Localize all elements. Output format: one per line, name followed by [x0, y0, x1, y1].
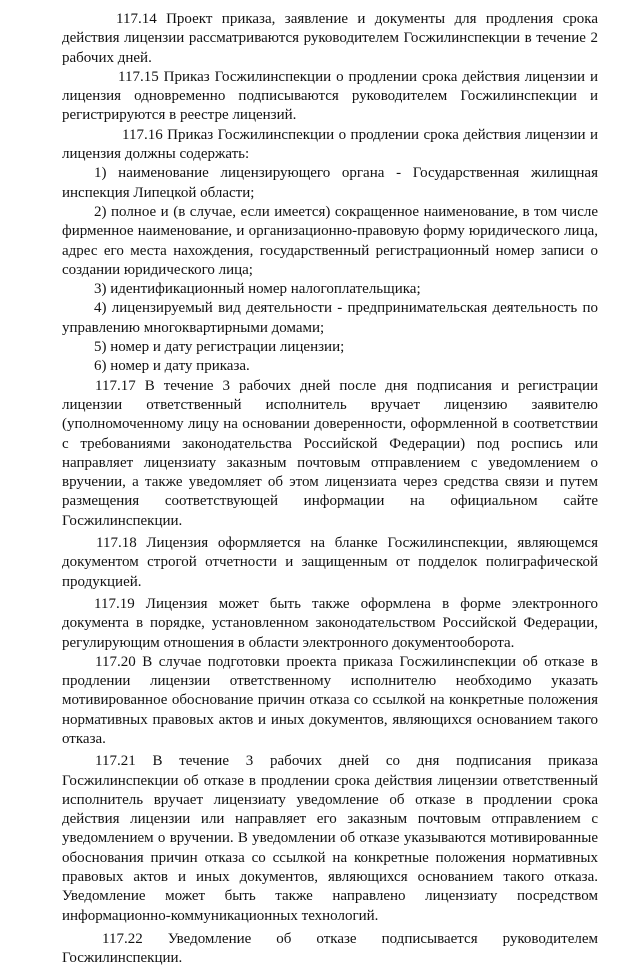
paragraph-117-18: 117.18 Лицензия оформляется на бланке Госжилинспекции, являющемся документом строгой отчетности и защищенным от подделок полиграфической продукцией. [62, 535, 598, 590]
paragraph-117-20: 117.20 В случае подготовки проекта приказа Госжилинспекции об отказе в продлении лицензии ответственному исполнителю необходимо указать мотивированное обоснование причин отказа со ссылкой на конкретные положения нормативных правовых актов и иных документов, являющихся основанием такого отказа. [62, 653, 598, 747]
document-page [62, 10, 598, 969]
list-item-4: 4) лицензируемый вид деятельности - предпринимательская деятельность по управлению многоквартирными домами; [62, 300, 598, 336]
paragraph-117-17: 117.17 В течение 3 рабочих дней после дня подписания и регистрации лицензии ответственный исполнитель вручает лицензию заявителю (уполномоченному лицу на основании доверенности, оформленной в соответствии с требованиями законодательства Российской Федерации) под роспись или направляет лицензиату заказным почтовым отправлением с уведомлением о вручении, а также уведомляет об этом лицензиата через средства связи и путем размещения соответствующей информации на официальном сайте Госжилинспекции. [62, 377, 598, 529]
list-item-6: 6) номер и дату приказа. [94, 358, 250, 375]
paragraph-117-22: 117.22 Уведомление об отказе подписывается руководителем Госжилинспекции. [62, 930, 598, 967]
paragraph-117-19: 117.19 Лицензия может быть также оформлена в форме электронного документа в порядке, установленном законодательством Российской Федерации, регулирующим отношения в области электронного документооборота. [62, 595, 598, 651]
list-item-1: 1) наименование лицензирующего органа - Государственная жилищная инспекция Липецкой области; [62, 165, 598, 201]
list-item-2: 2) полное и (в случае, если имеется) сокращенное наименование, в том числе фирменное наименование, и организационно-правовую форму юридического лица, адрес его места нахождения, государственный регистрационный номер записи о создании юридического лица; [62, 203, 598, 278]
list-item-5: 5) номер и дату регистрации лицензии; [94, 339, 345, 356]
paragraph-117-14: 117.14 Проект приказа, заявление и документы для продления срока действия лицензии рассматриваются руководителем Госжилинспекции в течение 2 рабочих дней. [62, 11, 598, 66]
paragraph-117-21: 117.21 В течение 3 рабочих дней со дня подписания приказа Госжилинспекции об отказе в продлении срока действия лицензии ответственный исполнитель вручает лицензиату уведомление об отказе в продлении срока действия лицензии или направляет его заказным почтовым отправлением с уведомлением о вручении. В уведомлении об отказе указываются мотивированные обоснования причин отказа со ссылкой на конкретные положения нормативных правовых актов и иных документов, являющихся основанием такого отказа. Уведомление может быть также направлено лицензиату посредством информационно-коммуникационных технологий. [62, 753, 598, 924]
paragraph-117-16: 117.16 Приказ Госжилинспекции о продлении срока действия лицензии и лицензия должны содержать: [62, 126, 598, 163]
paragraph-117-15: 117.15 Приказ Госжилинспекции о продлении срока действия лицензии и лицензия одновременно подписываются руководителем Госжилинспекции и регистрируются в реестре лицензий. [62, 68, 598, 124]
list-item-3: 3) идентификационный номер налогоплательщика; [94, 281, 421, 298]
